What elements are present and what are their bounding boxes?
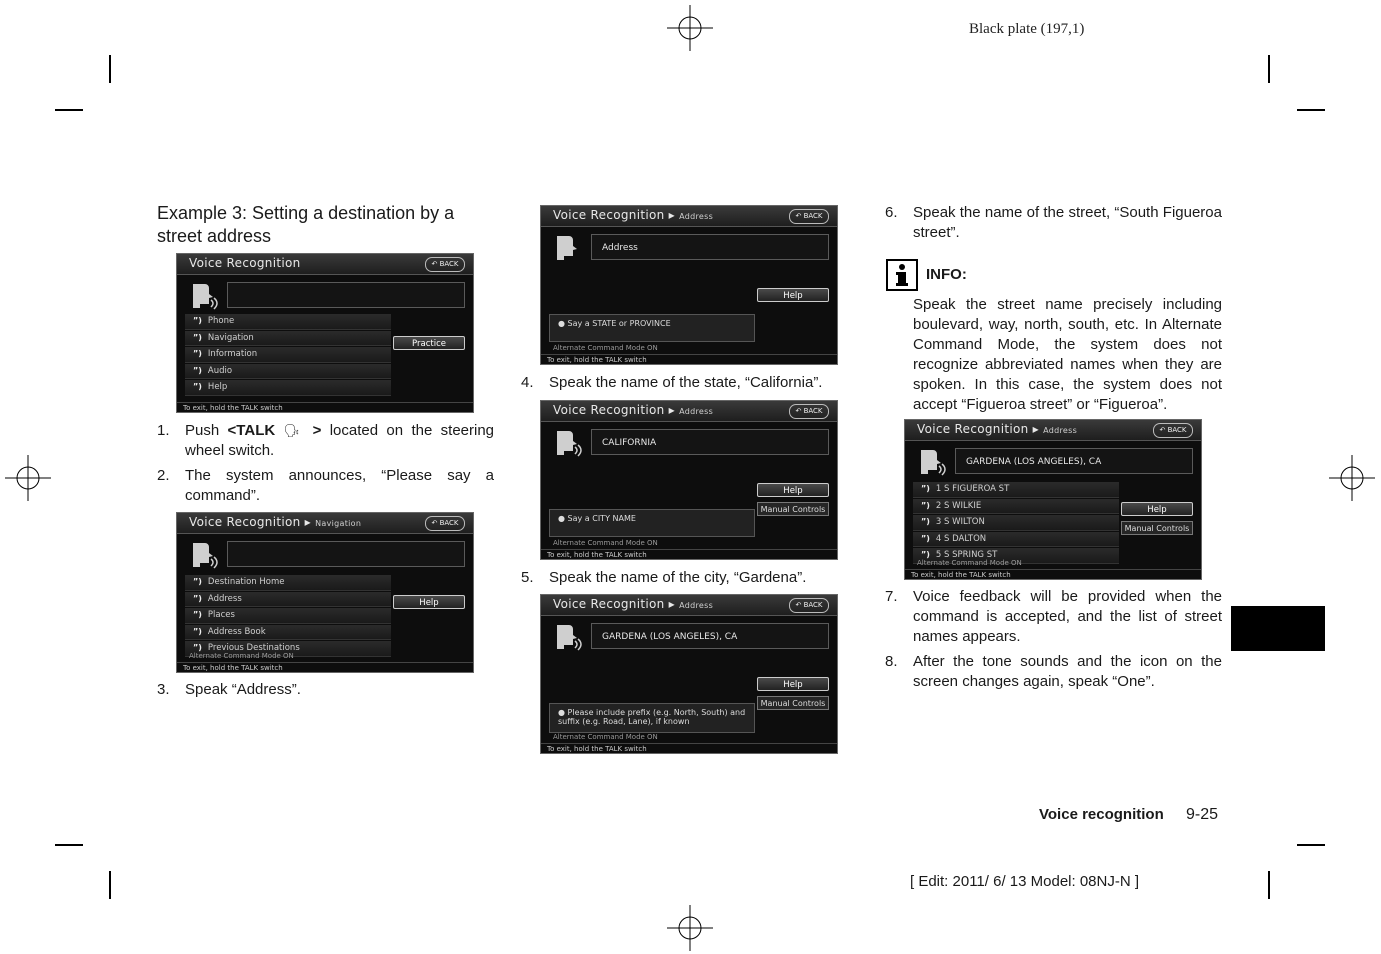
crop-mark bbox=[109, 871, 111, 899]
crop-mark bbox=[55, 844, 83, 846]
crop-mark bbox=[1268, 55, 1270, 83]
step-7: 7. Voice feedback will be provided when the command is accepted, and the list of street names appears. bbox=[885, 588, 1222, 645]
section-heading: Example 3: Setting a destination by a street address bbox=[157, 203, 455, 246]
exit-hint: To exit, hold the TALK switch bbox=[541, 743, 837, 753]
address-field: CALIFORNIA bbox=[591, 429, 829, 455]
command-list bbox=[185, 314, 391, 397]
list-item: ”) 5 S SPRING ST bbox=[913, 548, 1119, 564]
mic-icon: ”) bbox=[921, 484, 930, 493]
crop-mark bbox=[1297, 844, 1325, 846]
list-item: ”) Places bbox=[185, 608, 391, 624]
help-button: Help bbox=[757, 288, 829, 302]
screen-street-list bbox=[904, 419, 1202, 580]
mic-icon: ”) bbox=[193, 610, 202, 619]
screen-title-bar: Voice Recognition ▸ Address ↶ BACK bbox=[541, 401, 837, 422]
voice-face-icon bbox=[553, 429, 583, 457]
mic-icon: ”) bbox=[193, 626, 202, 636]
mic-icon: ”) bbox=[921, 550, 930, 559]
back-button: ↶ BACK bbox=[425, 516, 465, 531]
screen-title-bar: Voice Recognition ▸ Address ↶ BACK bbox=[905, 420, 1201, 441]
list-item: ”) Navigation bbox=[185, 331, 391, 347]
screen-voice-menu bbox=[176, 253, 474, 413]
registration-mark bbox=[5, 455, 51, 501]
list-item: ”) 4 S DALTON bbox=[913, 532, 1119, 548]
alt-mode-label: Alternate Command Mode ON bbox=[553, 344, 658, 352]
help-button: Help bbox=[757, 677, 829, 691]
step-3: 3. Speak “Address”. bbox=[157, 681, 301, 698]
crop-mark bbox=[1297, 109, 1325, 111]
alt-mode-label: Alternate Command Mode ON bbox=[917, 559, 1022, 567]
info-dot-icon: ● bbox=[558, 319, 565, 328]
registration-mark bbox=[667, 5, 713, 51]
plate-label: Black plate (197,1) bbox=[969, 21, 1085, 37]
back-button: ↶ BACK bbox=[1153, 423, 1193, 438]
info-text: Speak the street name precisely including boulevard, way, north, south, etc. In Alternate Command Mode, the system does not recognize abbreviated names when they are spoken. In this case, the system does not accept “Figueroa street” or “Figueroa”. bbox=[913, 296, 1222, 413]
exit-hint: To exit, hold the TALK switch bbox=[541, 354, 837, 364]
list-item: ”) 2 S WILKIE bbox=[913, 499, 1119, 515]
help-button: Help bbox=[757, 483, 829, 497]
step-8: 8. After the tone sounds and the icon on the screen changes again, speak “One”. bbox=[885, 653, 1222, 690]
manual-controls-button: Manual Controls bbox=[1121, 521, 1193, 535]
back-button: ↶ BACK bbox=[789, 404, 829, 419]
command-field bbox=[227, 282, 465, 308]
registration-mark bbox=[1329, 455, 1375, 501]
address-field: GARDENA (LOS ANGELES), CA bbox=[591, 623, 829, 649]
mic-icon: ”) bbox=[193, 643, 202, 652]
help-button: Help bbox=[393, 595, 465, 609]
registration-mark bbox=[667, 905, 713, 951]
voice-face-icon bbox=[553, 234, 583, 262]
alt-mode-label: Alternate Command Mode ON bbox=[553, 539, 658, 547]
mic-icon: ”) bbox=[193, 382, 202, 391]
list-item: ”) Destination Home bbox=[185, 575, 391, 591]
info-dot-icon: ● bbox=[558, 514, 565, 523]
page-number: 9-25 bbox=[1186, 806, 1219, 823]
voice-face-icon bbox=[917, 448, 947, 476]
command-field bbox=[227, 541, 465, 567]
exit-hint: To exit, hold the TALK switch bbox=[177, 662, 473, 672]
back-button: ↶ BACK bbox=[789, 209, 829, 224]
screen-state bbox=[540, 400, 838, 560]
voice-face-icon bbox=[189, 541, 219, 569]
crop-mark bbox=[1268, 871, 1270, 899]
crop-mark bbox=[109, 55, 111, 83]
hint-box: ● Say a STATE or PROVINCE bbox=[549, 314, 755, 342]
voice-face-icon bbox=[189, 282, 219, 310]
alt-mode-label: Alternate Command Mode ON bbox=[553, 733, 658, 741]
practice-button: Practice bbox=[393, 336, 465, 350]
list-item: ”) 3 S WILTON bbox=[913, 515, 1119, 531]
talk-switch-icon: 🗣 bbox=[283, 423, 305, 438]
step-5: 5. Speak the name of the city, “Gardena”. bbox=[521, 569, 807, 586]
exit-hint: To exit, hold the TALK switch bbox=[541, 549, 837, 559]
list-item: ”) Previous Destinations bbox=[185, 641, 391, 657]
alt-mode-label: Alternate Command Mode ON bbox=[189, 652, 294, 660]
screen-address bbox=[540, 205, 838, 365]
hint-box: ● Please include prefix (e.g. North, South) and suffix (e.g. Road, Lane), if known bbox=[549, 703, 755, 733]
step-1: 1. Push <TALK 🗣 > located on the steering wheel switch. bbox=[157, 422, 495, 459]
street-list bbox=[913, 482, 1119, 565]
footer-section-title: Voice recognition bbox=[1039, 806, 1164, 823]
mic-icon: ”) bbox=[193, 593, 202, 603]
mic-icon: ”) bbox=[193, 349, 202, 358]
info-label: INFO: bbox=[926, 266, 967, 283]
mic-icon: ”) bbox=[921, 500, 930, 510]
step-6: 6. Speak the name of the street, “South Figueroa street”. bbox=[885, 204, 1222, 241]
step-4: 4. Speak the name of the state, “California”. bbox=[521, 374, 823, 391]
info-i-icon bbox=[886, 259, 918, 291]
list-item: ”) Address Book bbox=[185, 625, 391, 641]
screen-title-bar: Voice Recognition ▸ Address ↶ BACK bbox=[541, 206, 837, 227]
exit-hint: To exit, hold the TALK switch bbox=[177, 402, 473, 412]
list-item: ”) Help bbox=[185, 380, 391, 396]
screen-title-bar: Voice Recognition ▸ Address ↶ BACK bbox=[541, 595, 837, 616]
exit-hint: To exit, hold the TALK switch bbox=[905, 569, 1201, 579]
address-field: GARDENA (LOS ANGELES), CA bbox=[955, 448, 1193, 474]
manual-controls-button: Manual Controls bbox=[757, 696, 829, 710]
hint-box: ● Say a CITY NAME bbox=[549, 509, 755, 537]
mic-icon: ”) bbox=[193, 577, 202, 586]
screen-title-bar: Voice Recognition ▸ Navigation ↶ BACK bbox=[177, 513, 473, 534]
screen-title: Voice Recognition bbox=[189, 256, 301, 270]
list-item: ”) 1 S FIGUEROA ST bbox=[913, 482, 1119, 498]
crop-mark bbox=[55, 109, 83, 111]
help-button: Help bbox=[1121, 502, 1193, 516]
screen-city bbox=[540, 594, 838, 754]
address-field: Address bbox=[591, 234, 829, 260]
screen-navigation-menu bbox=[176, 512, 474, 673]
step-2: 2. The system announces, “Please say a command”. bbox=[157, 467, 494, 504]
info-dot-icon: ● bbox=[558, 708, 565, 717]
chapter-tab bbox=[1231, 606, 1325, 651]
list-item: ”) Address bbox=[185, 592, 391, 608]
back-button: ↶ BACK bbox=[789, 598, 829, 613]
list-item: ”) Audio bbox=[185, 364, 391, 380]
command-list bbox=[185, 575, 391, 658]
back-button: ↶ BACK bbox=[425, 257, 465, 272]
mic-icon: ”) bbox=[193, 332, 202, 342]
edit-info: [ Edit: 2011/ 6/ 13 Model: 08NJ-N ] bbox=[910, 873, 1140, 890]
list-item: ”) Phone bbox=[185, 314, 391, 330]
screen-title-bar bbox=[177, 254, 473, 275]
mic-icon: ”) bbox=[921, 533, 930, 543]
mic-icon: ”) bbox=[193, 365, 202, 375]
list-item: ”) Information bbox=[185, 347, 391, 363]
mic-icon: ”) bbox=[921, 517, 930, 526]
mic-icon: ”) bbox=[193, 316, 202, 325]
voice-face-icon bbox=[553, 623, 583, 651]
manual-controls-button: Manual Controls bbox=[757, 502, 829, 516]
